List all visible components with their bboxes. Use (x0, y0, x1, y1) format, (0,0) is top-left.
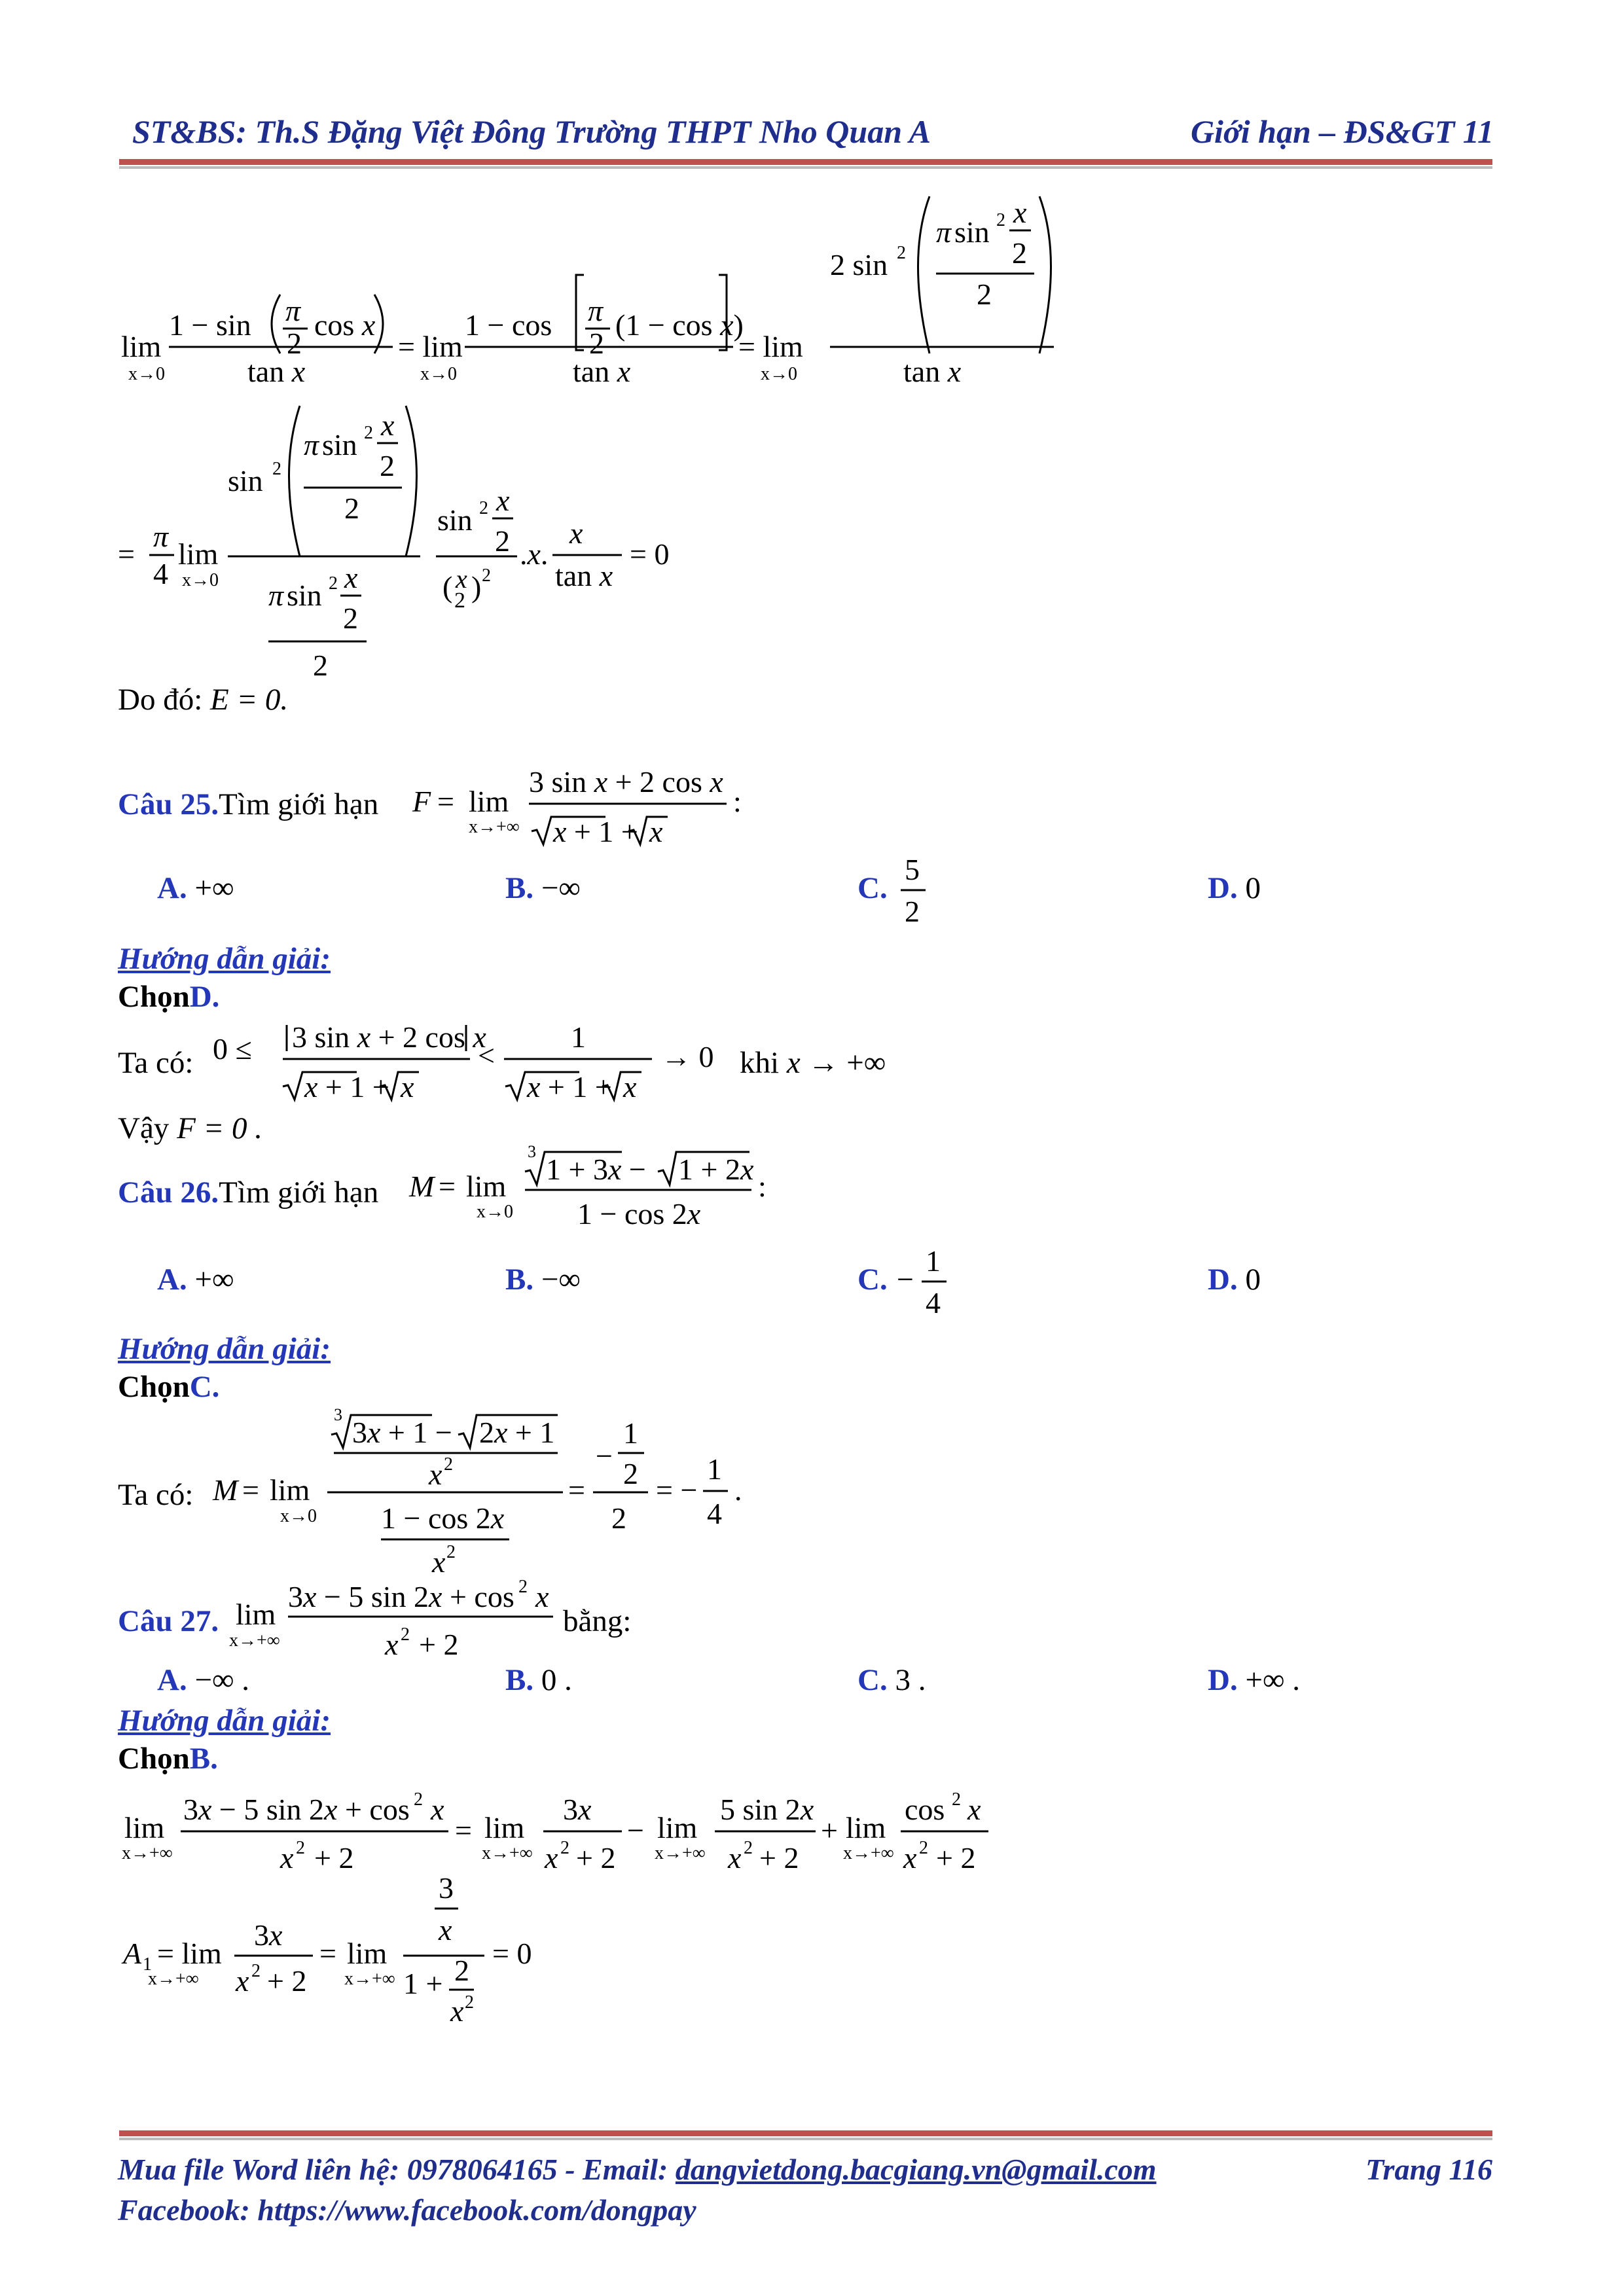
option-key: B. (505, 1663, 534, 1697)
svg-text:=: = (118, 537, 135, 571)
q27-stem (118, 1602, 219, 1641)
svg-text:2: 2 (251, 1961, 261, 1981)
q25-label: Câu 25. (118, 787, 219, 821)
q26-ta-co (118, 1476, 193, 1515)
svg-text:+ 2: + 2 (759, 1841, 799, 1874)
svg-text:4: 4 (707, 1497, 722, 1530)
svg-text:2: 2 (479, 498, 488, 518)
q25-choice (118, 978, 219, 1016)
choice-answer: B. (189, 1742, 218, 1776)
svg-text:x: x (432, 1545, 446, 1579)
footer-contact (118, 2152, 1492, 2187)
option-key: B. (505, 871, 534, 905)
svg-text:x→0: x→0 (420, 364, 457, 384)
option-value: 0 (1245, 871, 1261, 905)
svg-text:π: π (153, 520, 169, 553)
choice-label: Chọn (118, 1370, 190, 1404)
svg-text:1 + 3x −: 1 + 3x − (546, 1153, 646, 1186)
svg-text:3: 3 (528, 1142, 536, 1161)
svg-text:x: x (450, 1994, 464, 2028)
svg-text:2: 2 (518, 1577, 528, 1597)
q26-label: Câu 26. (118, 1175, 219, 1210)
svg-text:2: 2 (343, 601, 358, 635)
option-value: −∞ (541, 1263, 581, 1297)
svg-text:tan x: tan x (247, 355, 306, 388)
q25-option-b[interactable] (505, 870, 581, 906)
svg-text:= −: = − (656, 1473, 698, 1507)
svg-text:): ) (471, 570, 482, 603)
svg-text:x→0: x→0 (280, 1506, 317, 1526)
svg-text:2: 2 (996, 210, 1005, 230)
choice-answer: C. (189, 1370, 220, 1404)
svg-text:x + 1 +: x + 1 + (553, 815, 638, 848)
q25-stem (118, 785, 378, 824)
e-conclusion (118, 681, 288, 719)
svg-text:x: x (545, 1841, 558, 1874)
svg-text:x + 1 +: x + 1 + (527, 1070, 612, 1103)
svg-text:=: = (439, 1170, 456, 1203)
svg-text:2: 2 (897, 243, 906, 263)
svg-text:x→0: x→0 (477, 1202, 513, 1222)
svg-text:cos: cos (905, 1793, 945, 1826)
svg-text:lim: lim (236, 1598, 276, 1631)
svg-text:2: 2 (446, 1542, 456, 1562)
svg-text:2: 2 (380, 449, 395, 482)
q25-option-c[interactable] (857, 870, 888, 906)
svg-text:lim: lim (178, 537, 219, 571)
svg-text:x→+∞: x→+∞ (482, 1843, 533, 1863)
svg-text:π: π (304, 428, 319, 461)
footer-rule (119, 2130, 1492, 2136)
svg-text:(: ( (442, 570, 453, 603)
svg-text:=: = (455, 1814, 472, 1847)
svg-text:sin: sin (954, 215, 990, 249)
page-header (132, 113, 1494, 151)
svg-text:lim: lim (484, 1811, 525, 1844)
q25-conclusion (118, 1109, 262, 1148)
svg-text:+: + (821, 1814, 838, 1847)
q27-option-c[interactable] (857, 1662, 926, 1698)
q27-solution-split (118, 1780, 1034, 1878)
q26-stem (118, 1174, 378, 1212)
svg-text:x→+∞: x→+∞ (229, 1630, 280, 1651)
svg-text:cos x: cos x (314, 308, 376, 342)
khi-label: khi (740, 1046, 780, 1080)
svg-text:sin: sin (437, 503, 473, 537)
svg-text:1: 1 (143, 1954, 152, 1975)
svg-text:2 sin: 2 sin (830, 248, 888, 281)
ta-co-label: Ta có: (118, 1478, 194, 1512)
q27-option-d[interactable] (1208, 1662, 1300, 1698)
svg-text:= lim: = lim (398, 330, 463, 363)
svg-text:lim: lim (124, 1811, 165, 1844)
option-value: 0 . (541, 1663, 572, 1697)
svg-text:−: − (596, 1439, 613, 1473)
option-key: A. (157, 1663, 187, 1697)
q26-solution (209, 1401, 772, 1584)
svg-text:sin: sin (322, 428, 357, 461)
svg-text:x: x (967, 1793, 981, 1826)
svg-text:+ 2: + 2 (576, 1841, 616, 1874)
choice-label: Chọn (118, 980, 190, 1014)
svg-text:3: 3 (439, 1872, 454, 1905)
q27-tail (563, 1602, 631, 1641)
svg-text:3x − 5 sin 2x + cos: 3x − 5 sin 2x + cos (183, 1793, 410, 1826)
header-rule (119, 159, 1492, 165)
option-key: C. (857, 1263, 888, 1297)
svg-text:1 − sin: 1 − sin (169, 308, 251, 342)
svg-text:= 0: = 0 (630, 537, 670, 571)
svg-text:2: 2 (744, 1838, 753, 1858)
svg-text:x: x (385, 1628, 399, 1661)
svg-text:1: 1 (571, 1020, 586, 1054)
svg-text:.x.: .x. (520, 537, 549, 571)
svg-text:x: x (496, 484, 510, 517)
svg-text:2: 2 (952, 1789, 961, 1810)
e-solution-line1 (118, 190, 1067, 406)
svg-text:2: 2 (465, 1992, 474, 2013)
e-conclusion-label: Do đó: (118, 683, 210, 717)
option-value: 3 . (895, 1663, 926, 1697)
svg-text:x→+∞: x→+∞ (148, 1969, 199, 1989)
q27-text: bằng: (563, 1604, 632, 1638)
svg-text:2: 2 (611, 1501, 626, 1535)
q25-ta-co (118, 1044, 193, 1083)
svg-text:lim: lim (469, 785, 509, 818)
q25-guide: Hướng dẫn giải: (118, 942, 331, 976)
svg-text:2: 2 (344, 492, 359, 525)
q26-option-a[interactable] (157, 1262, 234, 1297)
svg-text:=: = (568, 1473, 585, 1507)
svg-text:x: x (431, 1793, 444, 1826)
q27-guide-title (118, 1702, 331, 1740)
q26-option-d[interactable] (1208, 1262, 1261, 1297)
svg-text:x: x (280, 1841, 294, 1874)
option-key: D. (1208, 1663, 1238, 1697)
svg-text:1 + 2x: 1 + 2x (678, 1153, 754, 1186)
q25-guide-title (118, 940, 331, 978)
svg-text:1 − cos 2x: 1 − cos 2x (577, 1197, 701, 1230)
svg-text:2: 2 (287, 327, 302, 360)
svg-text:π: π (285, 294, 301, 327)
svg-text:x→+∞: x→+∞ (843, 1843, 894, 1863)
q27-option-a[interactable] (157, 1662, 249, 1698)
svg-text:=: = (319, 1937, 336, 1970)
q26-guide-title (118, 1330, 331, 1369)
q25-option-c-frac (897, 851, 936, 936)
svg-text:x→0: x→0 (128, 364, 165, 384)
svg-text:π: π (588, 294, 604, 327)
e-conclusion-expr: E = 0. (210, 683, 289, 717)
svg-text:1 +: 1 + (403, 1967, 443, 2000)
svg-text:= 0: = 0 (492, 1937, 532, 1970)
svg-text:x: x (535, 1580, 549, 1613)
svg-text:2: 2 (454, 1954, 469, 1987)
svg-text:2: 2 (401, 1624, 410, 1645)
svg-text:2: 2 (454, 588, 465, 613)
option-value: +∞ (194, 1263, 234, 1297)
svg-text:π: π (268, 579, 284, 612)
e-solution-line2 (118, 393, 772, 681)
svg-text:π: π (936, 215, 952, 249)
svg-text:lim: lim (121, 330, 162, 363)
svg-text:−: − (897, 1263, 914, 1296)
svg-text:sin: sin (287, 579, 322, 612)
option-key: A. (157, 871, 187, 905)
option-value: +∞ (194, 871, 234, 905)
svg-text:2: 2 (482, 565, 491, 586)
q26-formula (406, 1139, 772, 1244)
option-value: −∞ (541, 871, 581, 905)
footer-facebook: Facebook: https://www.facebook.com/dongpay (118, 2193, 696, 2227)
svg-text:2: 2 (272, 459, 281, 479)
choice-label: Chọn (118, 1742, 190, 1776)
svg-text:x + 1 +: x + 1 + (304, 1070, 389, 1103)
svg-text:tan x: tan x (573, 355, 631, 388)
footer-rule-shadow (119, 2138, 1492, 2140)
svg-text:x: x (429, 1458, 442, 1491)
svg-text:2: 2 (919, 1838, 928, 1858)
svg-text:<: < (478, 1039, 495, 1072)
svg-text:lim: lim (466, 1170, 507, 1203)
svg-text:2: 2 (560, 1838, 569, 1858)
q27-option-b[interactable] (505, 1662, 572, 1698)
option-key: C. (857, 1663, 888, 1697)
svg-text:tan x: tan x (555, 559, 613, 592)
q26-option-b[interactable] (505, 1262, 581, 1297)
page-number: Trang 116 (1365, 2153, 1492, 2186)
svg-text:2: 2 (623, 1457, 638, 1490)
svg-text:x→+∞: x→+∞ (344, 1969, 395, 1989)
svg-text:lim: lim (657, 1811, 698, 1844)
svg-text:2: 2 (1012, 236, 1027, 270)
svg-text:1: 1 (926, 1244, 941, 1278)
q27-label: Câu 27. (118, 1604, 219, 1638)
option-value: 0 (1245, 1263, 1261, 1297)
svg-text:= lim: = lim (738, 330, 803, 363)
svg-text:+ 2: + 2 (267, 1964, 307, 1998)
svg-text:3x: 3x (563, 1793, 592, 1826)
svg-text:x: x (649, 815, 663, 848)
option-value: −∞ . (194, 1663, 249, 1697)
svg-text:M: M (213, 1473, 238, 1507)
svg-text:4: 4 (153, 557, 168, 590)
q25-option-a[interactable] (157, 870, 234, 906)
svg-text:1: 1 (623, 1416, 638, 1450)
q26-option-c-frac (897, 1242, 962, 1327)
option-key: C. (857, 871, 888, 905)
svg-text:3 sin x + 2 cos x: 3 sin x + 2 cos x (292, 1020, 486, 1054)
svg-text:+ 2: + 2 (936, 1841, 976, 1874)
svg-text:M: M (409, 1170, 435, 1203)
q27-guide: Hướng dẫn giải: (118, 1704, 331, 1738)
q27-choice (118, 1740, 218, 1778)
svg-text:=: = (242, 1473, 259, 1507)
svg-text:0 ≤: 0 ≤ (213, 1032, 252, 1066)
svg-text:A: A (123, 1937, 142, 1970)
svg-text:x→0: x→0 (761, 364, 797, 384)
svg-text:x: x (728, 1841, 742, 1874)
option-key: A. (157, 1263, 187, 1297)
svg-text:(1 − cos x): (1 − cos x) (615, 308, 744, 342)
q27-solution-a1 (118, 1872, 589, 2036)
option-value: +∞ . (1245, 1663, 1300, 1697)
svg-text:x→0: x→0 (182, 570, 219, 590)
q27-formula (223, 1571, 563, 1669)
header-topic: Giới hạn – ĐS&GT 11 (1190, 113, 1494, 150)
q25-option-d[interactable] (1208, 870, 1261, 906)
option-key: D. (1208, 1263, 1238, 1297)
svg-text:x: x (569, 516, 583, 550)
svg-text:+ 2: + 2 (314, 1841, 354, 1874)
svg-text:2: 2 (329, 573, 338, 594)
svg-text:2: 2 (296, 1838, 305, 1858)
svg-text:−: − (627, 1814, 644, 1847)
option-key: B. (505, 1263, 534, 1297)
svg-text:2: 2 (364, 423, 373, 443)
q26-option-c[interactable] (857, 1262, 888, 1297)
conclusion-expr: F = 0 . (177, 1111, 262, 1145)
svg-text:3x + 1 −: 3x + 1 − (352, 1416, 452, 1449)
svg-text:x→+∞: x→+∞ (469, 817, 520, 837)
svg-text:F: F (412, 785, 431, 818)
svg-text:tan x: tan x (903, 355, 962, 388)
svg-text:2: 2 (495, 524, 510, 558)
q26-guide: Hướng dẫn giải: (118, 1332, 331, 1366)
svg-text:3 sin x + 2 cos x: 3 sin x + 2 cos x (529, 765, 723, 798)
svg-text:lim: lim (846, 1811, 886, 1844)
svg-text:1 − cos: 1 − cos (465, 308, 552, 342)
svg-text:2: 2 (977, 278, 992, 311)
svg-text:+ 2: + 2 (419, 1628, 459, 1661)
svg-text:x→+∞: x→+∞ (122, 1843, 173, 1863)
svg-text:4: 4 (926, 1286, 941, 1319)
option-key: D. (1208, 871, 1238, 905)
svg-text:x: x (236, 1964, 249, 1998)
svg-text:x: x (439, 1913, 452, 1946)
svg-text:x: x (1013, 196, 1027, 229)
svg-text:5: 5 (905, 853, 920, 886)
svg-text:x: x (401, 1070, 414, 1103)
q25-khi: khi x → +∞ (740, 1046, 886, 1080)
choice-answer: D. (189, 980, 220, 1014)
svg-text::: : (758, 1170, 767, 1203)
header-author: ST&BS: Th.S Đặng Việt Đông Trường THPT Nho Quan A (132, 113, 931, 150)
svg-text:2: 2 (313, 649, 328, 681)
svg-text:sin: sin (228, 464, 263, 497)
svg-text:x: x (456, 564, 467, 594)
conclusion-label: Vậy (118, 1111, 177, 1145)
svg-text:=: = (437, 785, 454, 818)
header-rule-shadow (119, 166, 1492, 169)
q25-formula (406, 753, 759, 857)
svg-text:3x: 3x (254, 1918, 283, 1952)
ta-co-label: Ta có: (118, 1046, 194, 1080)
footer-email-link[interactable]: dangvietdong.bacgiang.vn@gmail.com (675, 2153, 1157, 2186)
svg-text:lim: lim (270, 1473, 310, 1507)
svg-text:3: 3 (334, 1405, 342, 1424)
svg-text:lim: lim (347, 1937, 388, 1970)
svg-text::: : (733, 785, 742, 818)
svg-text:2: 2 (589, 327, 604, 360)
svg-text:2x + 1: 2x + 1 (479, 1416, 555, 1449)
q26-text: Tìm giới hạn (219, 1175, 379, 1210)
svg-text:= lim: = lim (157, 1937, 222, 1970)
svg-text:x→+∞: x→+∞ (655, 1843, 706, 1863)
q25-text: Tìm giới hạn (219, 787, 379, 821)
svg-text:→ 0: → 0 (661, 1040, 714, 1073)
svg-text:2: 2 (414, 1789, 423, 1810)
svg-text:2: 2 (444, 1454, 453, 1475)
svg-text:x: x (623, 1070, 637, 1103)
footer-contact-label: Mua file Word liên hệ: 0978064165 - Email: (118, 2153, 676, 2186)
svg-text:x: x (381, 408, 395, 442)
svg-text:2: 2 (905, 895, 920, 928)
svg-text:1: 1 (707, 1452, 722, 1486)
svg-text:x: x (903, 1841, 917, 1874)
svg-text:.: . (734, 1473, 742, 1507)
q26-choice (118, 1368, 219, 1407)
svg-text:x: x (344, 561, 358, 594)
svg-text:3x − 5 sin 2x + cos: 3x − 5 sin 2x + cos (288, 1580, 514, 1613)
svg-text:5 sin 2x: 5 sin 2x (720, 1793, 814, 1826)
svg-text:1 − cos 2x: 1 − cos 2x (381, 1501, 505, 1535)
